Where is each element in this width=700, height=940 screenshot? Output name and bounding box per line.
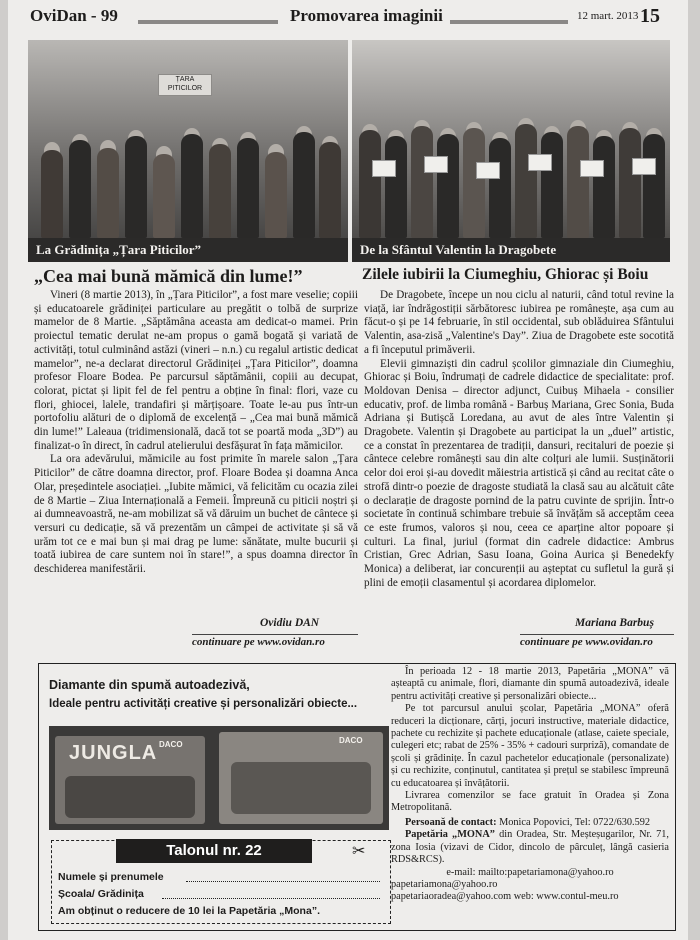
ad-body-text <box>391 666 669 904</box>
right-article-author: Mariana Barbuș <box>575 617 654 629</box>
right-article-body <box>364 289 674 590</box>
left-article-paragraph: Vineri (8 martie 2013), în „Țara Piticilor”, a fost mare veselie; copiii și educatoarele grădiniței particulare au pregătit o tolbă de surprize mamelor de 8 Martie. „Săptămâna aceasta am dedicat-o mamei. Prin proiectul tematic derulat ne-am propus o gamă bogată și variată de activități, totul culminând astăzi (vineri – n.n.) cu regalul artistic dedicat mamelor”, ne-a declarat directorul Grădiniței „Țara Piticilor”, doamna profesor Floare Bodea. Pe parcursul săptămânii, copiii au decupat, colorat, pictat și lipit fel de fel pentru a obține în final: flori, vaze cu flori, ghiocei, lalele, trandafiri și mărțișoare. Toate le-au pus într-un portofoliu alături de o diplomă de excelență – „Cea mai bună mămică din lume!” Laleaua (tridimensională, dacă tot se poartă moda „3D”) au finalizat-o în direct, în cadrul atelierului desfășurat în fața mămicilor. <box>34 289 358 452</box>
right-article-paragraph: Elevii gimnaziști din cadrul școlilor gimnaziale din Ciumeghiu, Ghiorac și Boiu, îndrumați de cadrele didactice de specialitate: prof. Moldovan Denisa – director adjunct, Cuibuș Mihaela - consilier educativ, prof. de limba română - Barbuș Mariana, Grec Sonia, Buda Adriana și Butișcă Loredana, au avut de ales între Valentin și Dragobete. Valentin și Dragobete au participat la un „duel” artistic, ce a constat în prezentarea de tradiții, dansuri, recitaluri de poezie și cântece celebre românești sau din alte colțuri ale lumii. Susținătorii celor doi eroi și-au dovedit măiestria artistică și când au recitat câte o strofă dintr-o poezie de dragoste studiată la clasă sau au alcătuit câte o declarație de dragoste pornind de la patru cuvinte de sprijin. Într-o societate în continuă schimbare trebuie să învățăm să acceptăm ceea ce este frumos, valoros și nou, ceea ce aparține altor popoare și culturi. La final, juriul (format din cadrele didactice: Ambrus Cristian, Grec Adrian, Sasu Ioana, Goina Aurica și Benedekfy Monica) a deliberat, iar concurenții au așteptat cu sufletul la gură și plini de emoții clasamentul și acordarea diplomelor. <box>364 357 675 589</box>
margarete-package <box>219 732 383 824</box>
left-article-continued-link[interactable]: continuare pe www.ovidan.ro <box>192 634 358 648</box>
group-of-students-with-diplomas <box>352 108 670 238</box>
right-article-continued-link[interactable]: continuare pe www.ovidan.ro <box>520 634 674 648</box>
kindergarten-photo <box>28 40 348 262</box>
ad-paragraph: În perioada 12 - 18 martie 2013, Papetăria „MONA” vă așteaptă cu animale, flori, diamante din spumă autoadezivă, ideale pentru activități creative și personalizări obiecte... <box>391 666 669 702</box>
photo-caption-left: La Grădinița „Țara Piticilor” <box>28 238 348 262</box>
contact-label: Persoană de contact: <box>405 816 497 828</box>
students-photo <box>352 40 670 262</box>
ad-paragraph: Pe tot parcursul anului școlar, Papetăria „MONA” oferă reduceri la dicționare, cărți, jocuri instructive, materiale didactice, pachete cu rechizite și pachete educaționale (atlase, caiete speciale, culegeri etc; rabat de 25% - 35% + cadouri surpriză), comandate de școli și grădinițe. În cazul pachetelor educaționale (personalizate) și cu rechizite, conținutul, cantitatea și prețul se stabilesc împreună cu educatoarea și învățătorii. <box>391 703 669 789</box>
daco-logo: DACO <box>159 740 183 749</box>
ad-email-web[interactable]: papetariaoradea@yahoo.com web: www.contul-meu.ro <box>391 891 619 903</box>
right-article-paragraph: De Dragobete, începe un nou ciclu al naturii, când totul revine la viață, iar îndrăgostiții sărbătoresc iubirea pe românește, așa cum au făcut-o și pe 14 februarie, în stil occidental, sub oblăduirea Sfântului Valentin, asa-zisă „Valentine's Day”. Ziua de Dragobete este socotită a fi începutul primăverii. <box>364 289 674 356</box>
contact-value: Monica Popovici, Tel: 0722/630.592 <box>499 816 651 828</box>
shop-name: Papetăria „MONA” <box>405 829 495 841</box>
jungla-package <box>55 736 205 824</box>
left-article-body <box>34 289 358 577</box>
header-rule-left <box>138 20 278 24</box>
coupon-title: Talonul nr. 22 <box>116 839 312 863</box>
discount-coupon <box>51 840 391 924</box>
page-number: 15 <box>640 5 660 27</box>
photo-caption-right: De la Sfântul Valentin la Dragobete <box>352 238 670 262</box>
header-rule-right <box>450 20 568 24</box>
ad-email-2[interactable]: papetariamona@yahoo.ro <box>391 878 498 890</box>
shop-address: din Oradea, Str. Meșteșugarilor, Nr. 71, zona Iosia (vizavi de Cidor, dincolo de pârculeț, lângă casieria RDS&RCS). <box>391 829 669 866</box>
flower-stickers <box>231 762 371 814</box>
newspaper-page <box>8 0 688 940</box>
kindergarten-sign: ȚARA PITICILOR <box>158 74 212 96</box>
ad-paragraph: Livrarea comenzilor se face gratuit în Oradea și Zona Metropolitană. <box>391 790 669 814</box>
publication-name: OviDan - 99 <box>30 6 118 25</box>
product-image <box>49 726 389 830</box>
coupon-school-field[interactable] <box>162 889 380 899</box>
left-article-title: „Cea mai bună mămică din lume!” <box>34 266 303 286</box>
coupon-school-field-label: Școala/ Grădinița <box>58 888 144 900</box>
coupon-name-field[interactable] <box>186 872 380 882</box>
page-header <box>30 6 670 32</box>
issue-date: 12 mart. 2013 <box>577 10 639 22</box>
foam-stickers <box>65 776 195 818</box>
coupon-name-field-label: Numele și prenumele <box>58 871 164 883</box>
ad-headline-2: Ideale pentru activități creative și personalizări obiecte... <box>49 698 358 710</box>
left-article-author: Ovidiu DAN <box>260 617 320 629</box>
ad-email-1[interactable]: e-mail: mailto:papetariamona@yahoo.ro <box>446 866 614 878</box>
group-of-mothers-and-children <box>28 108 348 238</box>
coupon-discount-note: Am obținut o reducere de 10 lei la Papetăria „Mona”. <box>58 905 320 917</box>
ad-contact <box>391 817 669 829</box>
daco-logo: DACO <box>339 736 363 745</box>
ad-headline-1: Diamante din spumă autoadezivă, <box>49 678 250 692</box>
ad-address <box>391 829 669 866</box>
section-title: Promovarea imaginii <box>290 6 443 25</box>
scissors-icon: ✂ <box>352 843 366 860</box>
jungla-label: JUNGLA <box>69 742 158 764</box>
papetaria-mona-advertisement <box>38 663 676 931</box>
right-article-title: Zilele iubirii la Ciumeghiu, Ghiorac și Boiu <box>362 266 649 283</box>
left-article-paragraph: La ora adevărului, mămicile au fost primite în marele salon „Țara Piticilor” de către doamna director, prof. Floare Bodea și doamna Anca Olar, președintele asociației. „Iubite mămici, vă felicităm cu ocazia zilei de 8 Martie – Ziua Internațională a Femeii. Împreună cu piticii noștri și ai dumneavoastră, ne-am mobilizat să vă dăruim un buchet de cântece și versuri cu dedicație, să vă prezentăm un câmpei de activitate și să vă urăm tot ce e mai bun și mai drag pe lume: sănătate, multe bucurii și toată iubirea de care suntem noi în stare!”, a spus doamna director în deschiderea manifestării. <box>34 453 358 576</box>
